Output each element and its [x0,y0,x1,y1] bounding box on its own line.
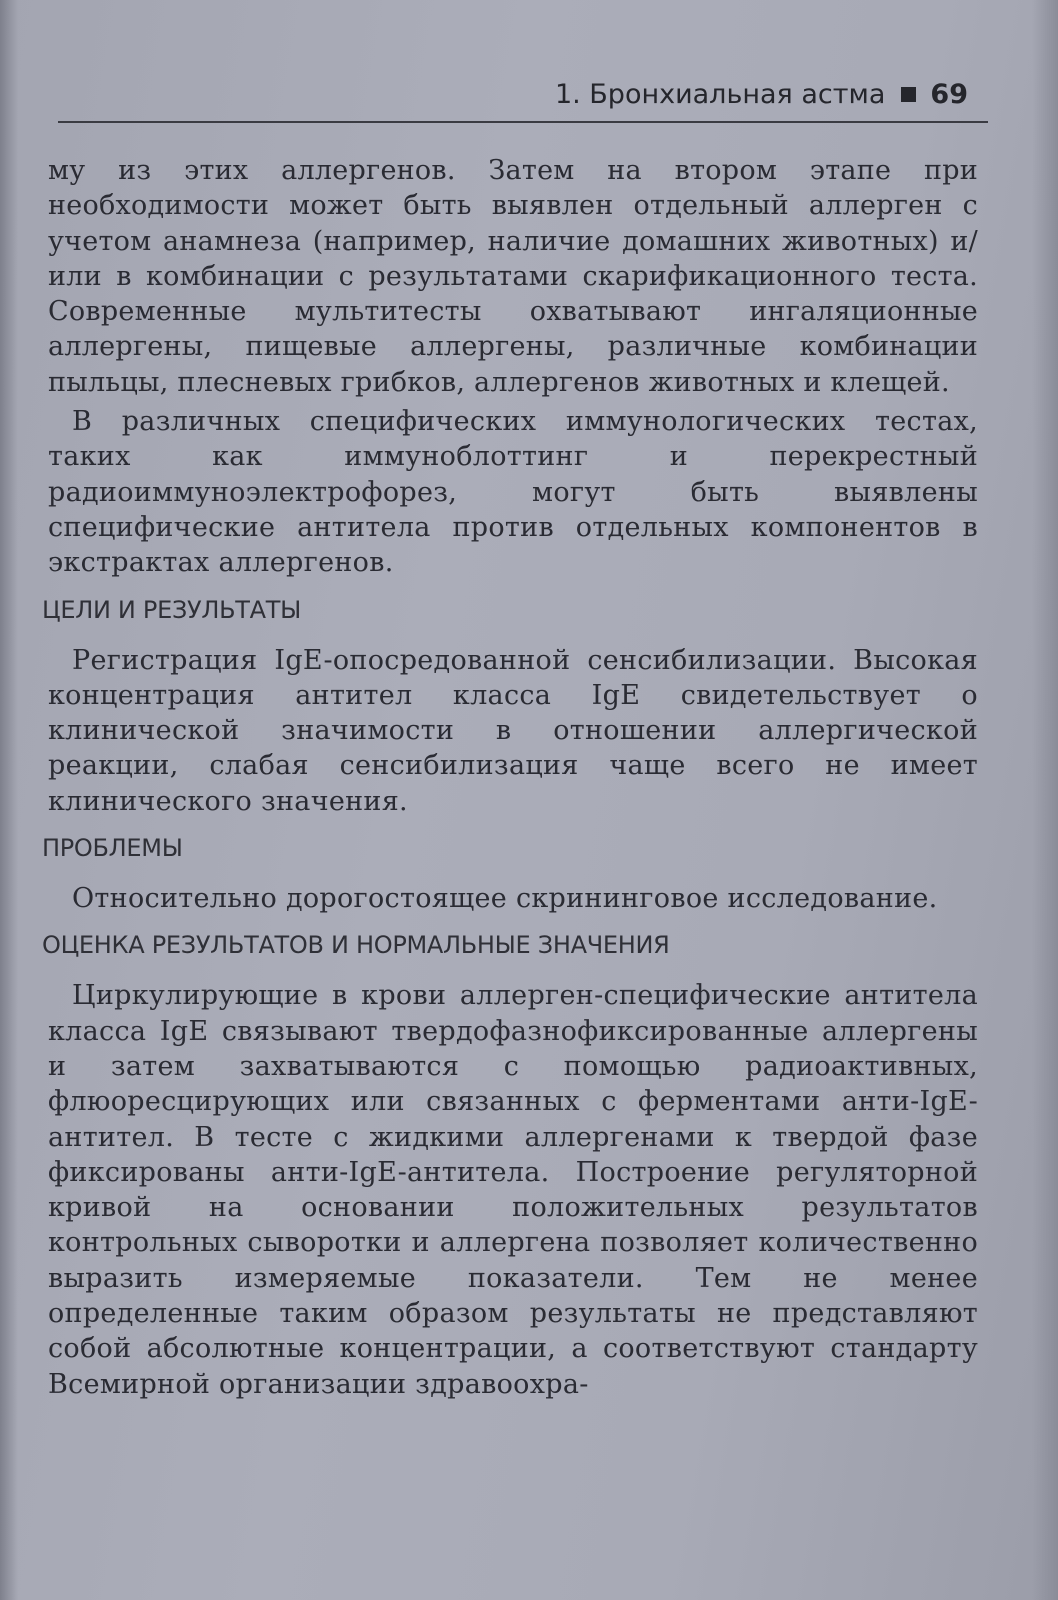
page-number: 69 [930,78,968,110]
section-heading-goals: ЦЕЛИ И РЕЗУЛЬТАТЫ [42,595,301,624]
page-shadow-left [0,0,18,1600]
square-bullet-icon [901,87,916,102]
header-rule [58,121,988,123]
section-heading-problems: ПРОБЛЕМЫ [42,834,183,863]
running-header [555,74,968,114]
section-heading-evaluation: ОЦЕНКА РЕЗУЛЬТАТОВ И НОРМАЛЬНЫЕ ЗНАЧЕНИЯ [42,931,670,960]
paragraph-5: Циркулирующие в крови аллерген-специфические антитела класса IgE связывают твердофазнофиксированные аллергены и затем захватываются с помощью радиоактивных, флюоресцирующих или связанных с ферментами анти-IgE-антител. В тесте с жидкими аллергенами к твердой фазе фиксированы анти-IgE-антитела. Построение регуляторной кривой на основании положительных результатов контрольных сыворотки и аллергена позволяет количественно выразить измеряемые показатели. Тем не менее определенные таким образом результаты не представляют собой абсолютные концентрации, а соответствуют стандарту Всемирной организации здравоохра- [48,980,978,1400]
page-shadow-right [1032,0,1058,1600]
paragraph-2: В различных специфических иммунологических тестах, таких как иммуноблоттинг и перекрестный радиоиммуноэлектрофорез, могут быть выявлены специфические антитела против отдельных компонентов в экстрактах аллергенов. [48,406,978,579]
paragraph-4: Относительно дорогостоящее скрининговое исследование. [72,883,938,915]
chapter-title: 1. Бронхиальная астма [554,78,886,110]
paragraph-1: му из этих аллергенов. Затем на втором этапе при необходимости может быть выявлен отдельный аллерген с учетом анамнеза (например, наличие домашних животных) и/или в комбинации с результатами скарификационного теста. Современные мультитесты охватывают ингаляционные аллергены, пищевые аллергены, различные комбинации пыльцы, плесневых грибков, аллергенов животных и клещей. [48,155,978,398]
page-body [42,153,978,1402]
paragraph-3: Регистрация IgE-опосредованной сенсибилизации. Высокая концентрация антител класса IgE свидетельствует о клинической значимости в отношении аллергической реакции, слабая сенсибилизация чаще всего не имеет клинического значения. [48,644,978,817]
